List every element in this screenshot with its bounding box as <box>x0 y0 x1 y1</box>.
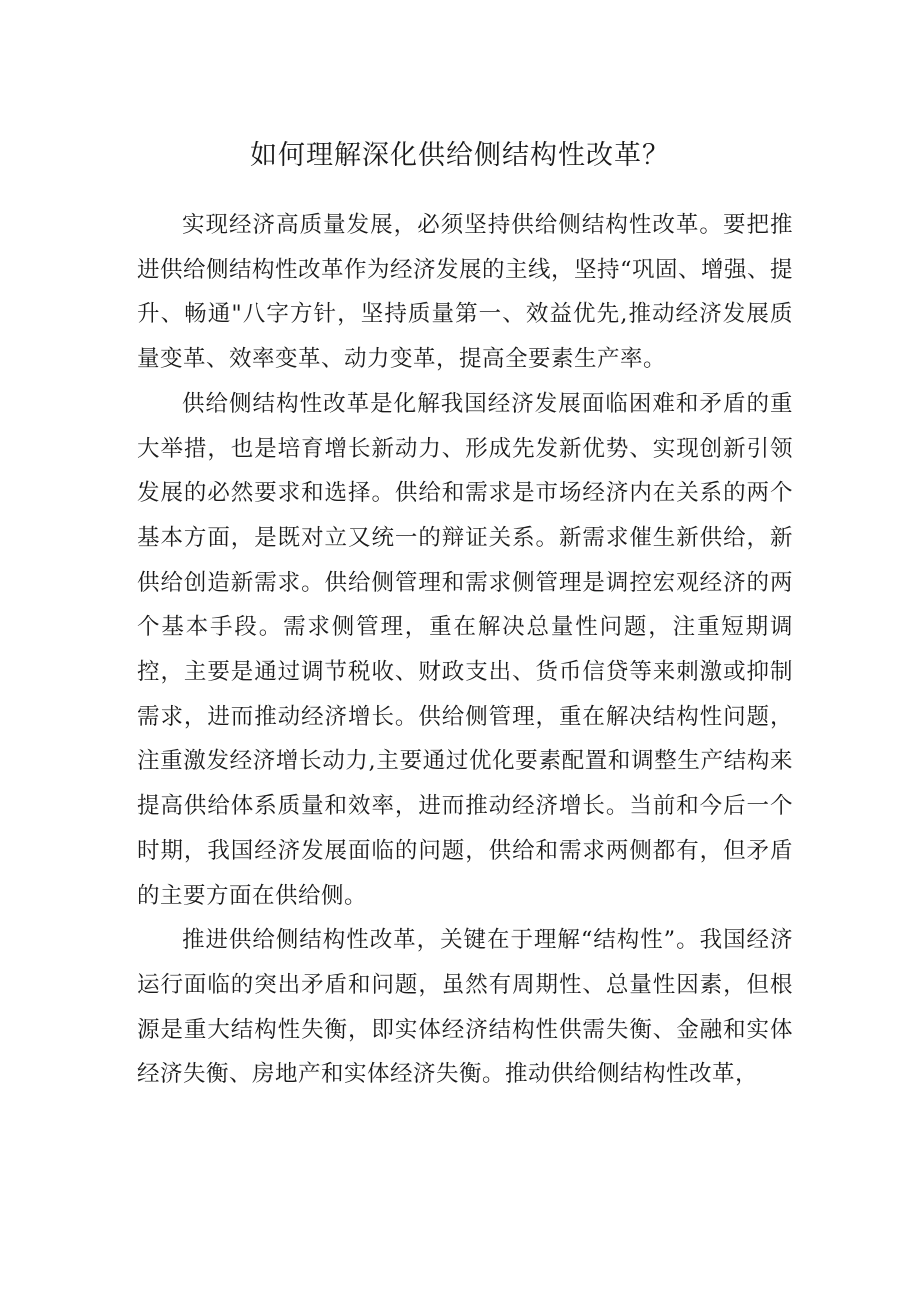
document-body <box>137 203 793 1097</box>
paragraph-1: 实现经济高质量发展，必须坚持供给侧结构性改革。要把推进供给侧结构性改革作为经济发展的主线，坚持“巩固、增强、提升、畅通"八字方针，坚持质量第一、效益优先,推动经济发展质量变革、效率变革、动力变革，提高全要素生产率。 <box>137 212 794 373</box>
paragraph-3: 推进供给侧结构性改革，关键在于理解“结构性”。我国经济运行面临的突出矛盾和问题，虽然有周期性、总量性因素，但根源是重大结构性失衡，即实体经济结构性供需失衡、金融和实体经济失衡、房地产和实体经济失衡。推动供给侧结构性改革， <box>137 927 793 1088</box>
paragraph-2: 供给侧结构性改革是化解我国经济发展面临困难和矛盾的重大举措，也是培育增长新动力、形成先发新优势、实现创新引领发展的必然要求和选择。供给和需求是市场经济内在关系的两个基本方面，是既对立又统一的辩证关系。新需求催生新供给，新供给创造新需求。供给侧管理和需求侧管理是调控宏观经济的两个基本手段。需求侧管理，重在解决总量性问题，注重短期调控，主要是通过调节税收、财政支出、货币信贷等来刺激或抑制需求，进而推动经济增长。供给侧管理，重在解决结构性问题，注重激发经济增长动力,主要通过优化要素配置和调整生产结构来提高供给体系质量和效率，进而推动经济增长。当前和今后一个时期，我国经济发展面临的问题，供给和需求两侧都有，但矛盾的主要方面在供给侧。 <box>137 390 793 909</box>
document-title: 如何理解深化供给侧结构性改革？ <box>250 140 670 171</box>
